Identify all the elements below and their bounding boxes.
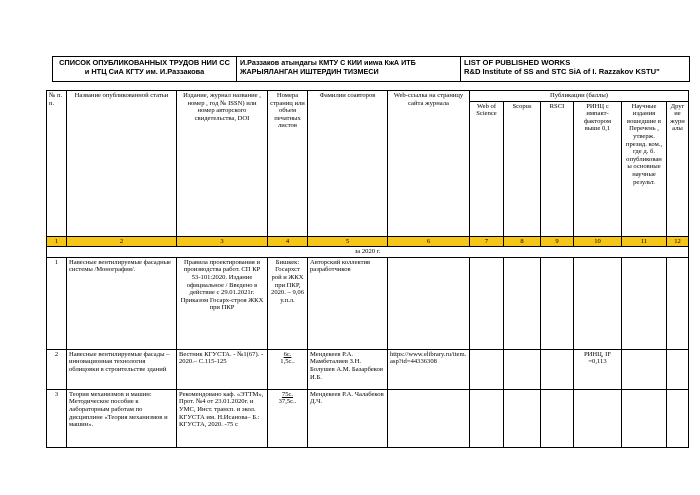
col-number: 8	[504, 236, 541, 247]
row-edition: Рекомендовано каф. «ЭТТМ», Прот. №4 от 23.01.2020г. и УМС, Инст. трансп. и экол. КГУСТА им. Н.Исанова– Б.: КГУСТА, 2020. -75 с	[177, 389, 268, 447]
row-pages-share: 1,5с..	[280, 358, 295, 366]
row-no: 2	[47, 349, 67, 389]
row-web-link[interactable]: https://www.elibrary.ru/item.asp?id=44336308	[388, 349, 470, 389]
row-web	[388, 389, 470, 447]
row-rinc: РИНЦ, IF =0,113	[574, 349, 622, 389]
col-header-rsci: RSCI	[541, 101, 574, 236]
row-coauthors: Мендекеев Р.А. Чалабеков Д.Ч.	[308, 389, 388, 447]
col-number: 9	[541, 236, 574, 247]
document-header	[52, 56, 690, 82]
row-rinc	[574, 389, 622, 447]
col-header-vak: Научные издания вошедшие в Перечень , утверж. презид. ком., где д. б. опубликованы основные научные результ.	[622, 101, 667, 236]
header-english-title	[461, 57, 689, 81]
header-english-line-2: R&D Institute of SS and STC SiA of I. Razzakov KSTU"	[464, 67, 660, 76]
col-number: 3	[177, 236, 268, 247]
col-number: 11	[622, 236, 667, 247]
header-english-line-1: LIST OF PUBLISHED WORKS	[464, 58, 571, 67]
row-scopus	[504, 349, 541, 389]
header-russian-title: СПИСОК ОПУБЛИКОВАННЫХ ТРУДОВ НИИ СС и НТЦ СиА КГТУ им. И.Раззакова	[53, 57, 237, 81]
col-number: 7	[470, 236, 504, 247]
col-header-no: № п. п.	[47, 91, 67, 237]
col-header-rinc: РИНЦ с импакт-фактором выше 0,1	[574, 101, 622, 236]
col-number: 10	[574, 236, 622, 247]
row-other	[667, 389, 689, 447]
row-title: Теория механизмов и машин: Методическое пособие к лабораторным работам по дисциплине «Теория механизмов и машин».	[67, 389, 177, 447]
row-rsci	[541, 257, 574, 349]
col-number: 2	[67, 236, 177, 247]
table-header-row	[47, 91, 689, 102]
row-wos	[470, 349, 504, 389]
row-title: Навесные вентилируемые фасады – инновационная технология облицовки в строительстве зданий	[67, 349, 177, 389]
row-edition: Вестник КГУСТА. - №1(67). - 2020.– С.115-125	[177, 349, 268, 389]
col-header-pages: Номера страниц или объем печатных листов	[268, 91, 308, 237]
col-header-publications: Публикации (баллы)	[470, 91, 689, 102]
row-pages: Бишкек: Госархст рой и ЖКХ при ПКР, 2020. – 9,06 у.п.л.	[268, 257, 308, 349]
header-kyrgyz-title: И.Раззаков атындагы КМТУ С КИИ ииwа КжА ИТБ ЖАРЫЯЛАНГАН ИШТЕРДИН ТИЗМЕСИ	[237, 57, 461, 81]
row-pages-total: 6с.	[283, 350, 292, 358]
row-vak	[622, 349, 667, 389]
col-number: 12	[667, 236, 689, 247]
table-row	[47, 389, 689, 447]
row-coauthors: Мендекеев Р.А. Мамбеталиев З.Н. Болушев А.М. Базарбеков И.Б.	[308, 349, 388, 389]
col-header-edition: Издание, журнал название , номер , год № ISSN) или номер авторского свидетельства, DOI	[177, 91, 268, 237]
row-rinc	[574, 257, 622, 349]
row-web	[388, 257, 470, 349]
col-number: 6	[388, 236, 470, 247]
row-scopus	[504, 389, 541, 447]
row-title: Навесные вентилируемые фасадные системы /Монография/.	[67, 257, 177, 349]
col-number: 4	[268, 236, 308, 247]
row-wos	[470, 257, 504, 349]
year-row	[47, 247, 689, 258]
row-no: 3	[47, 389, 67, 447]
row-edition: Правила проектирования и производства работ. СП КР 53-101:2020. Издание официальное / Введено в действие с 29.01.2021г. Приказом Госарх-строя ЖКХ при ПКР	[177, 257, 268, 349]
col-header-web: Web-ссылка на страницу сайта журнала	[388, 91, 470, 237]
col-number: 1	[47, 236, 67, 247]
col-header-wos: Web of Science	[470, 101, 504, 236]
row-pages-total: 75с.	[281, 390, 294, 398]
row-wos	[470, 389, 504, 447]
year-label: за 2020 г.	[47, 247, 689, 258]
col-header-coauthors: Фамилии соавторов	[308, 91, 388, 237]
row-rsci	[541, 389, 574, 447]
row-scopus	[504, 257, 541, 349]
row-coauthors: Авторский коллектив разработчиков	[308, 257, 388, 349]
row-other	[667, 349, 689, 389]
row-vak	[622, 389, 667, 447]
col-header-title: Название опубликованной статьи	[67, 91, 177, 237]
row-no: 1	[47, 257, 67, 349]
row-rsci	[541, 349, 574, 389]
col-header-other: Другие журналы	[667, 101, 689, 236]
publications-table	[46, 90, 689, 448]
column-number-row	[47, 236, 689, 247]
col-header-scopus: Scopus	[504, 101, 541, 236]
row-pages	[268, 349, 308, 389]
table-row	[47, 349, 689, 389]
row-pages-share: 37,5с..	[278, 398, 297, 406]
row-vak	[622, 257, 667, 349]
col-number: 5	[308, 236, 388, 247]
row-other	[667, 257, 689, 349]
row-pages	[268, 389, 308, 447]
table-row	[47, 257, 689, 349]
